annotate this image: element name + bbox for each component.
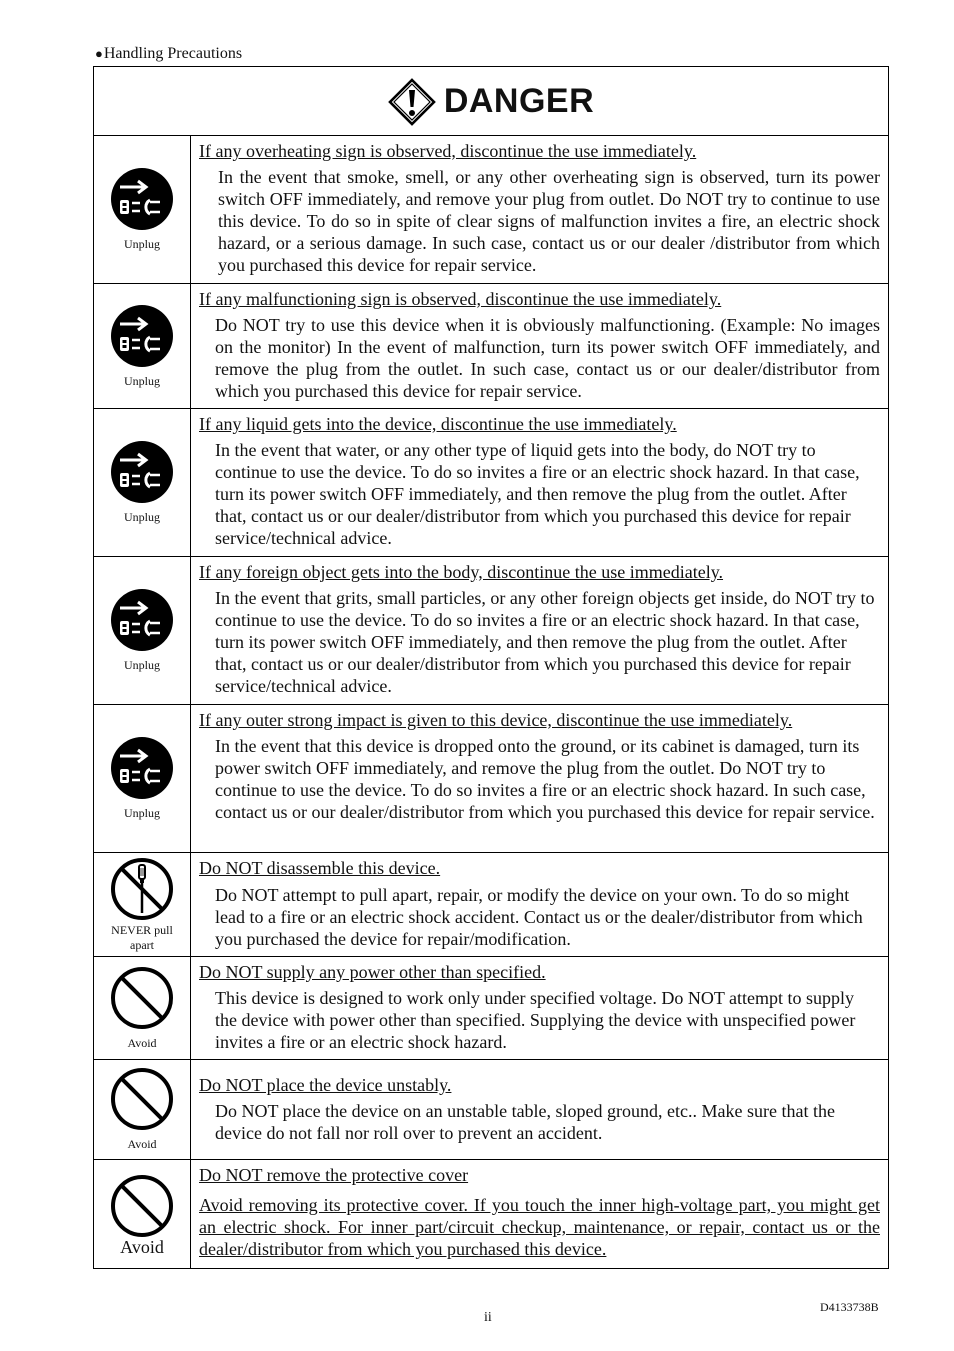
- text-cell: [191, 284, 889, 409]
- prohibited-icon: [110, 966, 174, 1030]
- text-cell: [191, 705, 889, 853]
- precaution-title: If any liquid gets into the device, discontinue the use immediately.: [199, 414, 677, 434]
- precaution-title: If any outer strong impact is given to this device, discontinue the use immediately.: [199, 710, 793, 730]
- unplug-icon: [110, 304, 174, 368]
- icon-cell: [94, 409, 191, 557]
- precautions-table: [93, 66, 889, 1269]
- precaution-title: Do NOT place the device unstably.: [199, 1075, 452, 1095]
- bullet-icon: ●: [95, 46, 103, 61]
- text-cell: [191, 136, 889, 284]
- section-title: Handling Precautions: [103, 45, 243, 62]
- precaution-body: In the event that smoke, smell, or any other overheating sign is observed, turn its power switch OFF immediately, and remove your plug from outlet. Do NOT try to continue to use this device. To do so in spite of clear signs of malfunction invites a fire, an electric shock hazard, or a serious damage. In such case, contact us or our dealer /distributor from which you purchased this device for repair service.: [218, 167, 880, 275]
- precaution-body: In the event that this device is dropped onto the ground, or its cabinet is damaged, turn its power switch OFF immediately, and remove the plug from the outlet. Do NOT try to continue to use the device. To do so invites a fire or an electric shock hazard. In such case, contact us or our dealer/distributor from which you purchased this device for repair service.: [215, 736, 875, 822]
- icon-cell: [94, 853, 191, 957]
- icon-cell: [94, 284, 191, 409]
- icon-label: Unplug: [124, 373, 160, 388]
- precaution-title: If any malfunctioning sign is observed, discontinue the use immediately.: [199, 289, 722, 309]
- icon-label: NEVER pull apart: [111, 922, 173, 952]
- precaution-body: In the event that water, or any other type of liquid gets into the body, do NOT try to continue to use the device. To do so invites a fire or an electric shock hazard. In that case, turn its power switch OFF immediately, and then remove the plug from the outlet. After that, contact us or our dealer/distributor from which you purchased this device for repair service/technical advice.: [215, 440, 860, 548]
- no-disassembly-icon: [110, 857, 174, 921]
- icon-label: Unplug: [124, 510, 160, 524]
- icon-label: Avoid: [127, 1137, 157, 1151]
- danger-banner: [94, 67, 889, 136]
- precaution-title: If any foreign object gets into the body, discontinue the use immediately.: [199, 562, 724, 582]
- precaution-body: Do NOT try to use this device when it is obviously malfunctioning. (Example: No images on the monitor) In the event of malfunction, turn its power switch OFF immediately, and remove the plug from the outlet. In such case, contact us or our dealer/distributor from which you purchased this device for repair service.: [215, 315, 880, 401]
- text-cell: [191, 853, 889, 957]
- precaution-row: [94, 1160, 889, 1269]
- icon-cell: [94, 957, 191, 1060]
- icon-cell: [94, 1160, 191, 1269]
- unplug-icon: [110, 588, 174, 652]
- danger-banner-row: [94, 67, 889, 136]
- text-cell: [191, 957, 889, 1060]
- prohibited-icon: [110, 1174, 174, 1238]
- precaution-body: In the event that grits, small particles, or any other foreign objects get inside, do NOT try to continue to use the device. To do so invites a fire or an electric shock hazard. In that case, turn its power switch OFF immediately, and then remove the plug from the outlet. After that, contact us or our dealer/distributor from which you purchased this device for repair service/technical advice.: [215, 588, 875, 696]
- precaution-row: [94, 957, 889, 1060]
- icon-label: Avoid: [120, 1236, 164, 1257]
- precaution-row: [94, 853, 889, 957]
- precaution-title: If any overheating sign is observed, discontinue the use immediately.: [199, 141, 697, 161]
- icon-label: Avoid: [127, 1035, 157, 1050]
- precaution-body: Do NOT attempt to pull apart, repair, or modify the device on your own. To do so might lead to a fire or an electric shock accident. Contact us or the dealer/distributor from which you purchased the device for repair/modification.: [215, 885, 863, 949]
- precaution-row: [94, 409, 889, 557]
- precaution-row: [94, 557, 889, 705]
- precaution-row: [94, 136, 889, 284]
- unplug-icon: [110, 736, 174, 800]
- text-cell: [191, 1060, 889, 1160]
- text-cell: [191, 557, 889, 705]
- unplug-icon: [110, 167, 174, 231]
- page-number: ii: [484, 1310, 492, 1325]
- precaution-row: [94, 1060, 889, 1160]
- precaution-row: [94, 705, 889, 853]
- precaution-body: Avoid removing its protective cover. If you touch the inner high-voltage part, you might get an electric shock. For inner part/circuit checkup, maintenance, or repair, contact us or the dealer/distributor from which you purchased this device.: [199, 1195, 880, 1259]
- icon-label: Unplug: [124, 237, 160, 251]
- danger-heading: DANGER: [443, 82, 595, 120]
- precaution-title: Do NOT disassemble this device.: [199, 858, 441, 878]
- icon-label: Unplug: [124, 806, 160, 820]
- icon-cell: [94, 136, 191, 284]
- document-code: D4133738B: [820, 1300, 879, 1314]
- icon-cell: [94, 557, 191, 705]
- prohibited-icon: [110, 1067, 174, 1131]
- text-cell: [191, 409, 889, 557]
- precaution-title: Do NOT remove the protective cover: [199, 1165, 469, 1185]
- precaution-row: [94, 284, 889, 409]
- precaution-title: Do NOT supply any power other than specified.: [199, 962, 546, 982]
- icon-cell: [94, 1060, 191, 1160]
- text-cell: [191, 1160, 889, 1269]
- warning-exclamation-icon: [388, 78, 436, 126]
- precaution-body: Do NOT place the device on an unstable table, sloped ground, etc.. Make sure that the device do not fall nor roll over to prevent an accident.: [215, 1101, 835, 1143]
- section-heading: [95, 45, 242, 63]
- icon-label: Unplug: [124, 658, 160, 672]
- icon-cell: [94, 705, 191, 853]
- precaution-body: This device is designed to work only under specified voltage. Do NOT attempt to supply the device with power other than specified. Supplying the device with unspecified power invites a fire or an electric shock hazard.: [215, 988, 856, 1052]
- unplug-icon: [110, 440, 174, 504]
